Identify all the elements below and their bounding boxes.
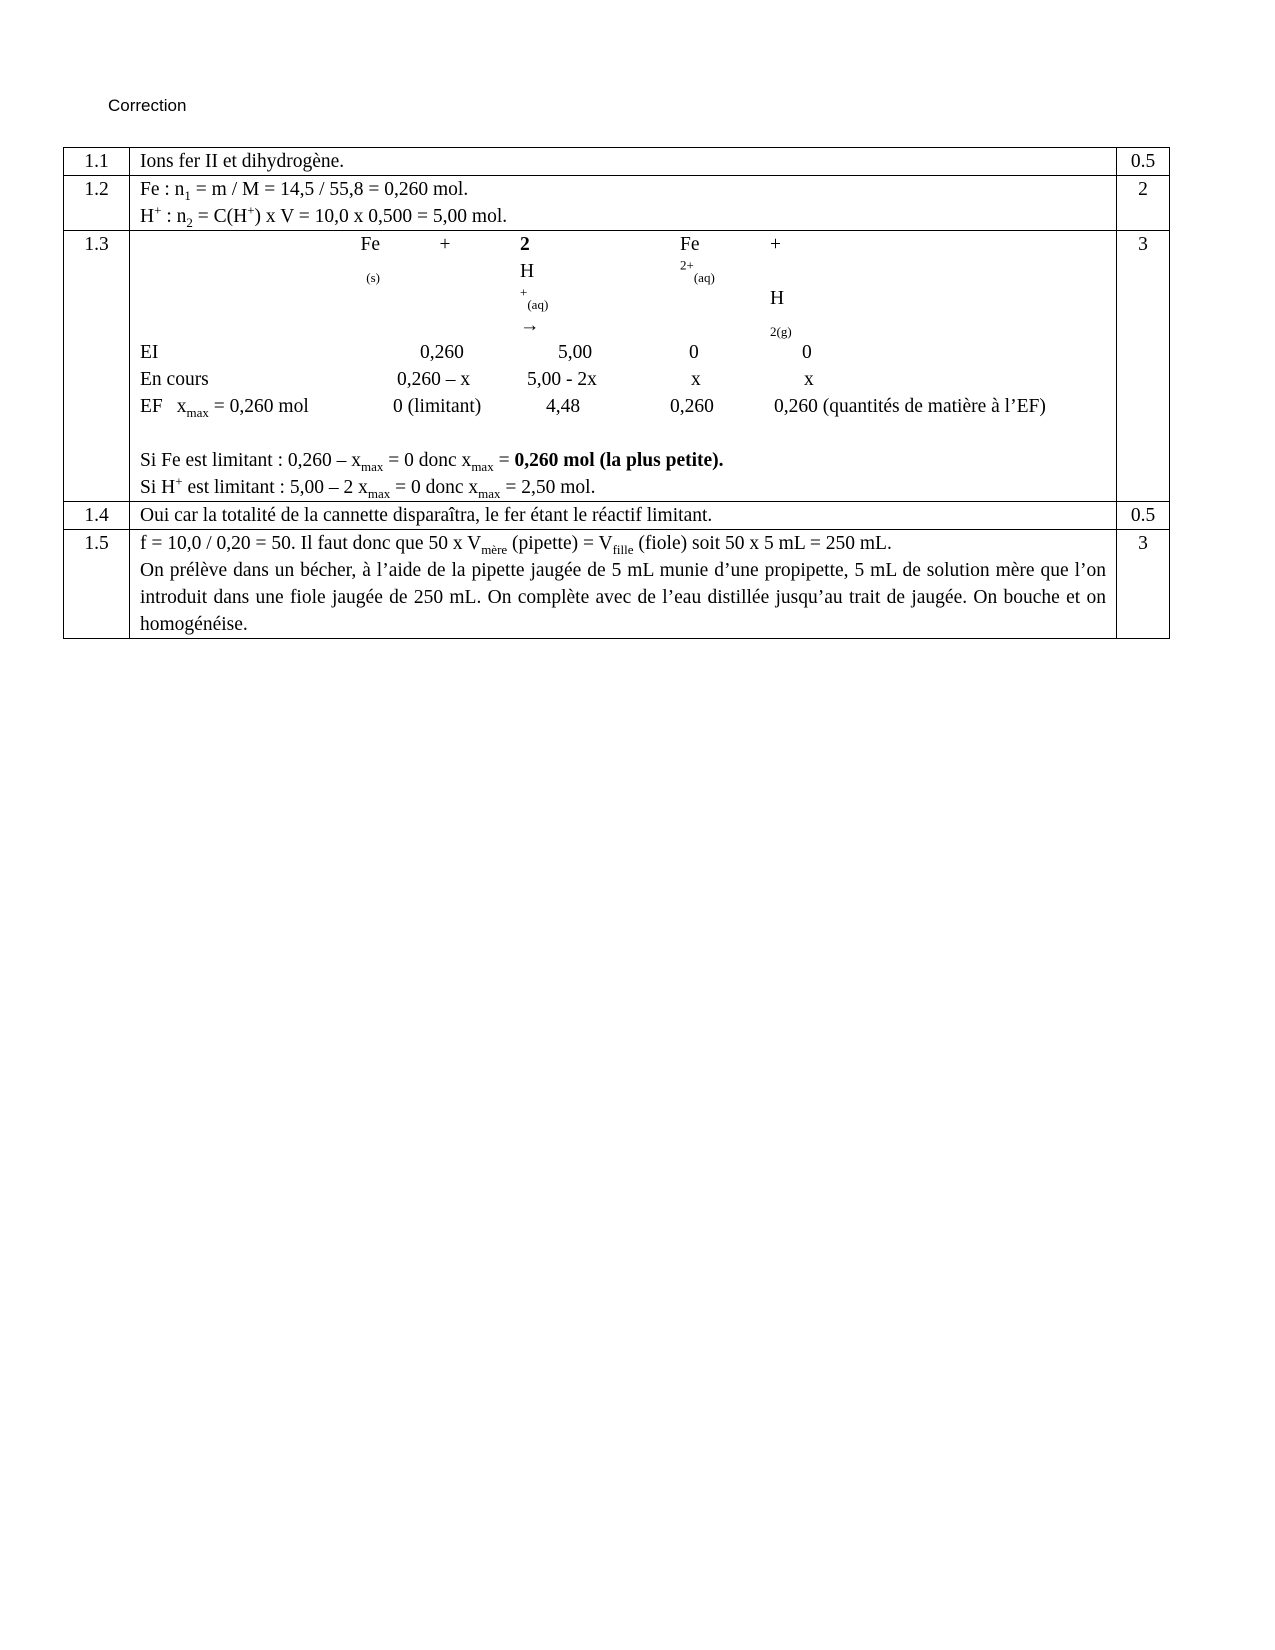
reaction-equation: Fe $_{(s)}$ + 2 H +$_{(aq)}$ → Fe $^{2+}_{(aq)}$ + H $_{2(g)}$ (360, 234, 792, 339)
answer-text: Ions fer II et dihydrogène. (130, 148, 1117, 176)
answer-paragraph: On prélève dans un bécher, à l’aide de la pipette jaugée de 5 mL munie d’une propipette, 5 mL de solution mère que l’on introduit dans une fiole jaugée de 250 mL. On complète avec de l’eau distillée jusqu’au trait de jaugée. On bouche et on homogénéise. (140, 560, 1106, 635)
points: 2 (1117, 176, 1170, 231)
table-row (64, 176, 1170, 231)
question-number: 1.3 (64, 231, 130, 502)
answer-text (130, 530, 1117, 639)
answer-text (130, 231, 1117, 502)
reaction-values: 0,260 5,00 0 0 En cours 0,260 – x 5,00 - 2x x x EF $x_{max} = 0,260$ mol 0 (limitant) 4,48 0,260 0,260 (quantités de matière à l’EF) (140, 342, 1046, 420)
points: 3 (1117, 231, 1170, 502)
table-row-ei: EI (140, 342, 159, 363)
question-number: 1.4 (64, 502, 130, 530)
points: 3 (1117, 530, 1170, 639)
table-row (64, 148, 1170, 176)
answer-line: Si Fe est limitant : $0,260 - x_{max} = 0$ donc $x_{max} = 0,260$ mol (la plus petite). (140, 450, 724, 474)
answer-line: H+ : $n_2 = C(H^+)$ x V = 10,0 x 0,500 = 5,00 mol. (140, 202, 508, 230)
answer-text: Oui car la totalité de la cannette disparaîtra, le fer étant le réactif limitant. (130, 502, 1117, 530)
page-heading: Correction (108, 96, 187, 115)
correction-table (63, 147, 1170, 639)
points: 0.5 (1117, 148, 1170, 176)
table-row (64, 530, 1170, 639)
question-number: 1.1 (64, 148, 130, 176)
answer-line: f = 10,0 / 0,20 = 50. Il faut donc que 50 x $V_{mère}$ (pipette) = $V_{fille}$ (fiole) soit 50 x 5 mL = 250 mL. (140, 533, 892, 557)
table-row (64, 502, 1170, 530)
question-number: 1.5 (64, 530, 130, 639)
question-number: 1.2 (64, 176, 130, 231)
table-row (64, 231, 1170, 502)
answer-line: Fe : $n_1 = m / M = 14,5 / 55,8 = 0,260$ mol. (140, 179, 469, 203)
answer-text (130, 176, 1117, 231)
points: 0.5 (1117, 502, 1170, 530)
answer-line: Si H+ est limitant : 5,00 – 2 $x_{max} = 0$ donc $x_{max} = 2,50$ mol. (140, 473, 596, 501)
